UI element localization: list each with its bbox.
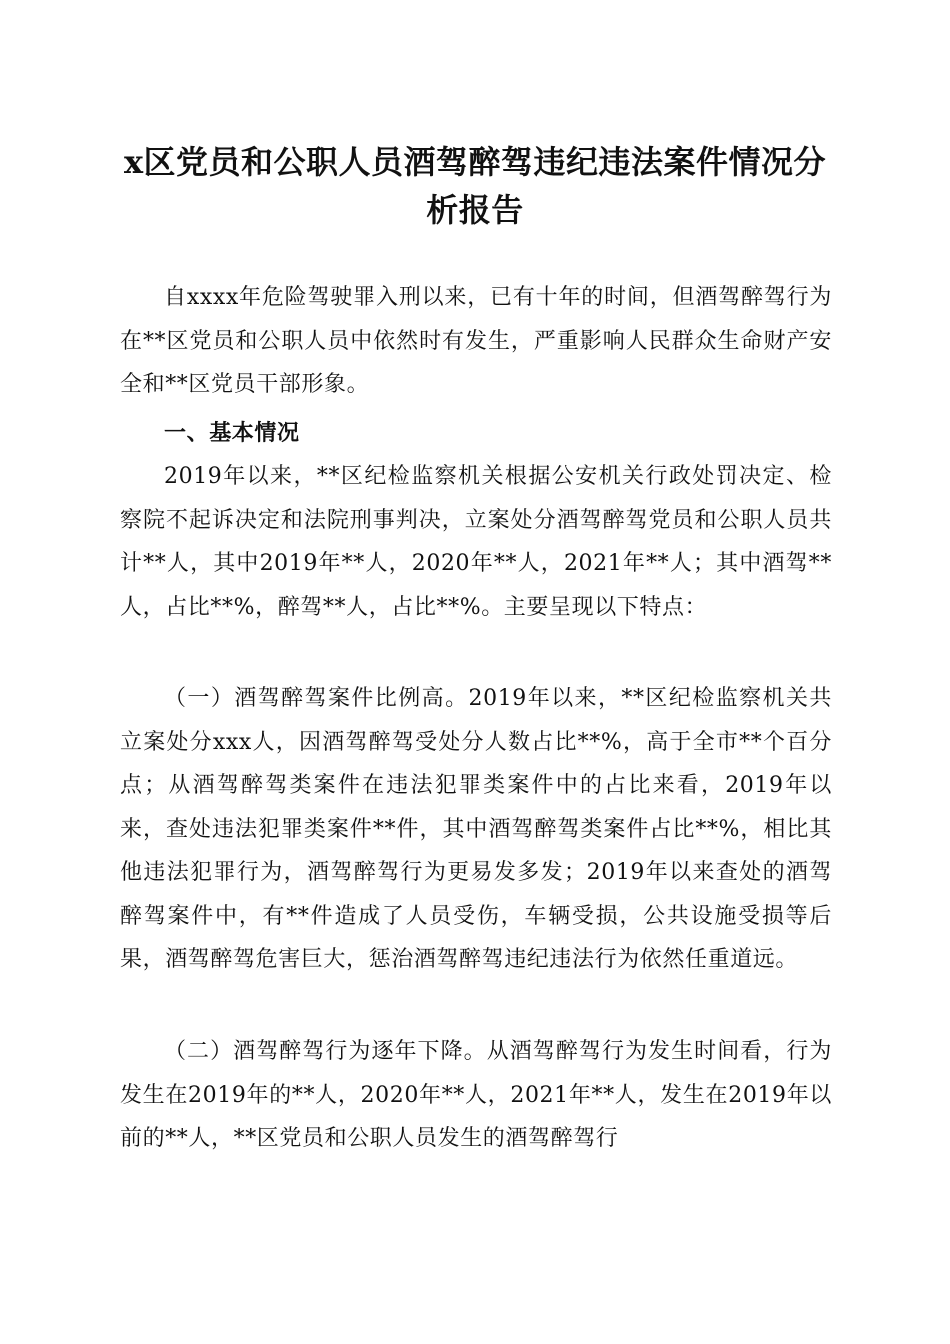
document-title: x区党员和公职人员酒驾醉驾违纪违法案件情况分析报告 xyxy=(123,143,827,229)
point-1-paragraph xyxy=(120,677,832,982)
basic-situation-paragraph: 2019年以来，**区纪检监察机关根据公安机关行政处罚决定、检察院不起诉决定和法院刑事判决，立案处分酒驾醉驾党员和公职人员共计**人，其中2019年**人，2020年**人，2021年**人；其中酒驾**人，占比**%，醉驾**人，占比**%。主要呈现以下特点： xyxy=(120,464,832,620)
point-2-text: 从酒驾醉驾行为发生时间看，行为发生在2019年的**人，2020年**人，2021年**人，发生在2019年以前的**人，**区党员和公职人员发生的酒驾醉驾行 xyxy=(120,1039,832,1151)
section-heading-basic-situation: 一、基本情况 xyxy=(164,421,300,446)
point-1-lead: （一）酒驾醉驾案件比例高。 xyxy=(164,686,469,711)
point-2-paragraph xyxy=(120,1030,832,1161)
point-1-text: 2019年以来，**区纪检监察机关共立案处分xxx人，因酒驾醉驾受处分人数占比**%，高于全市**个百分点；从酒驾醉驾类案件在违法犯罪类案件中的占比来看，2019年以来，查处违法犯罪类案件**件，其中酒驾醉驾类案件占比**%，相比其他违法犯罪行为，酒驾醉驾行为更易发多发；2019年以来查处的酒驾醉驾案件中，有**件造成了人员受伤，车辆受损，公共设施受损等后果，酒驾醉驾危害巨大，惩治酒驾醉驾违纪违法行为依然任重道远。 xyxy=(120,686,832,972)
point-2-lead: （二）酒驾醉驾行为逐年下降。 xyxy=(164,1039,487,1064)
intro-paragraph: 自xxxx年危险驾驶罪入刑以来，已有十年的时间，但酒驾醉驾行为在**区党员和公职人员中依然时有发生，严重影响人民群众生命财产安全和**区党员干部形象。 xyxy=(120,285,832,397)
